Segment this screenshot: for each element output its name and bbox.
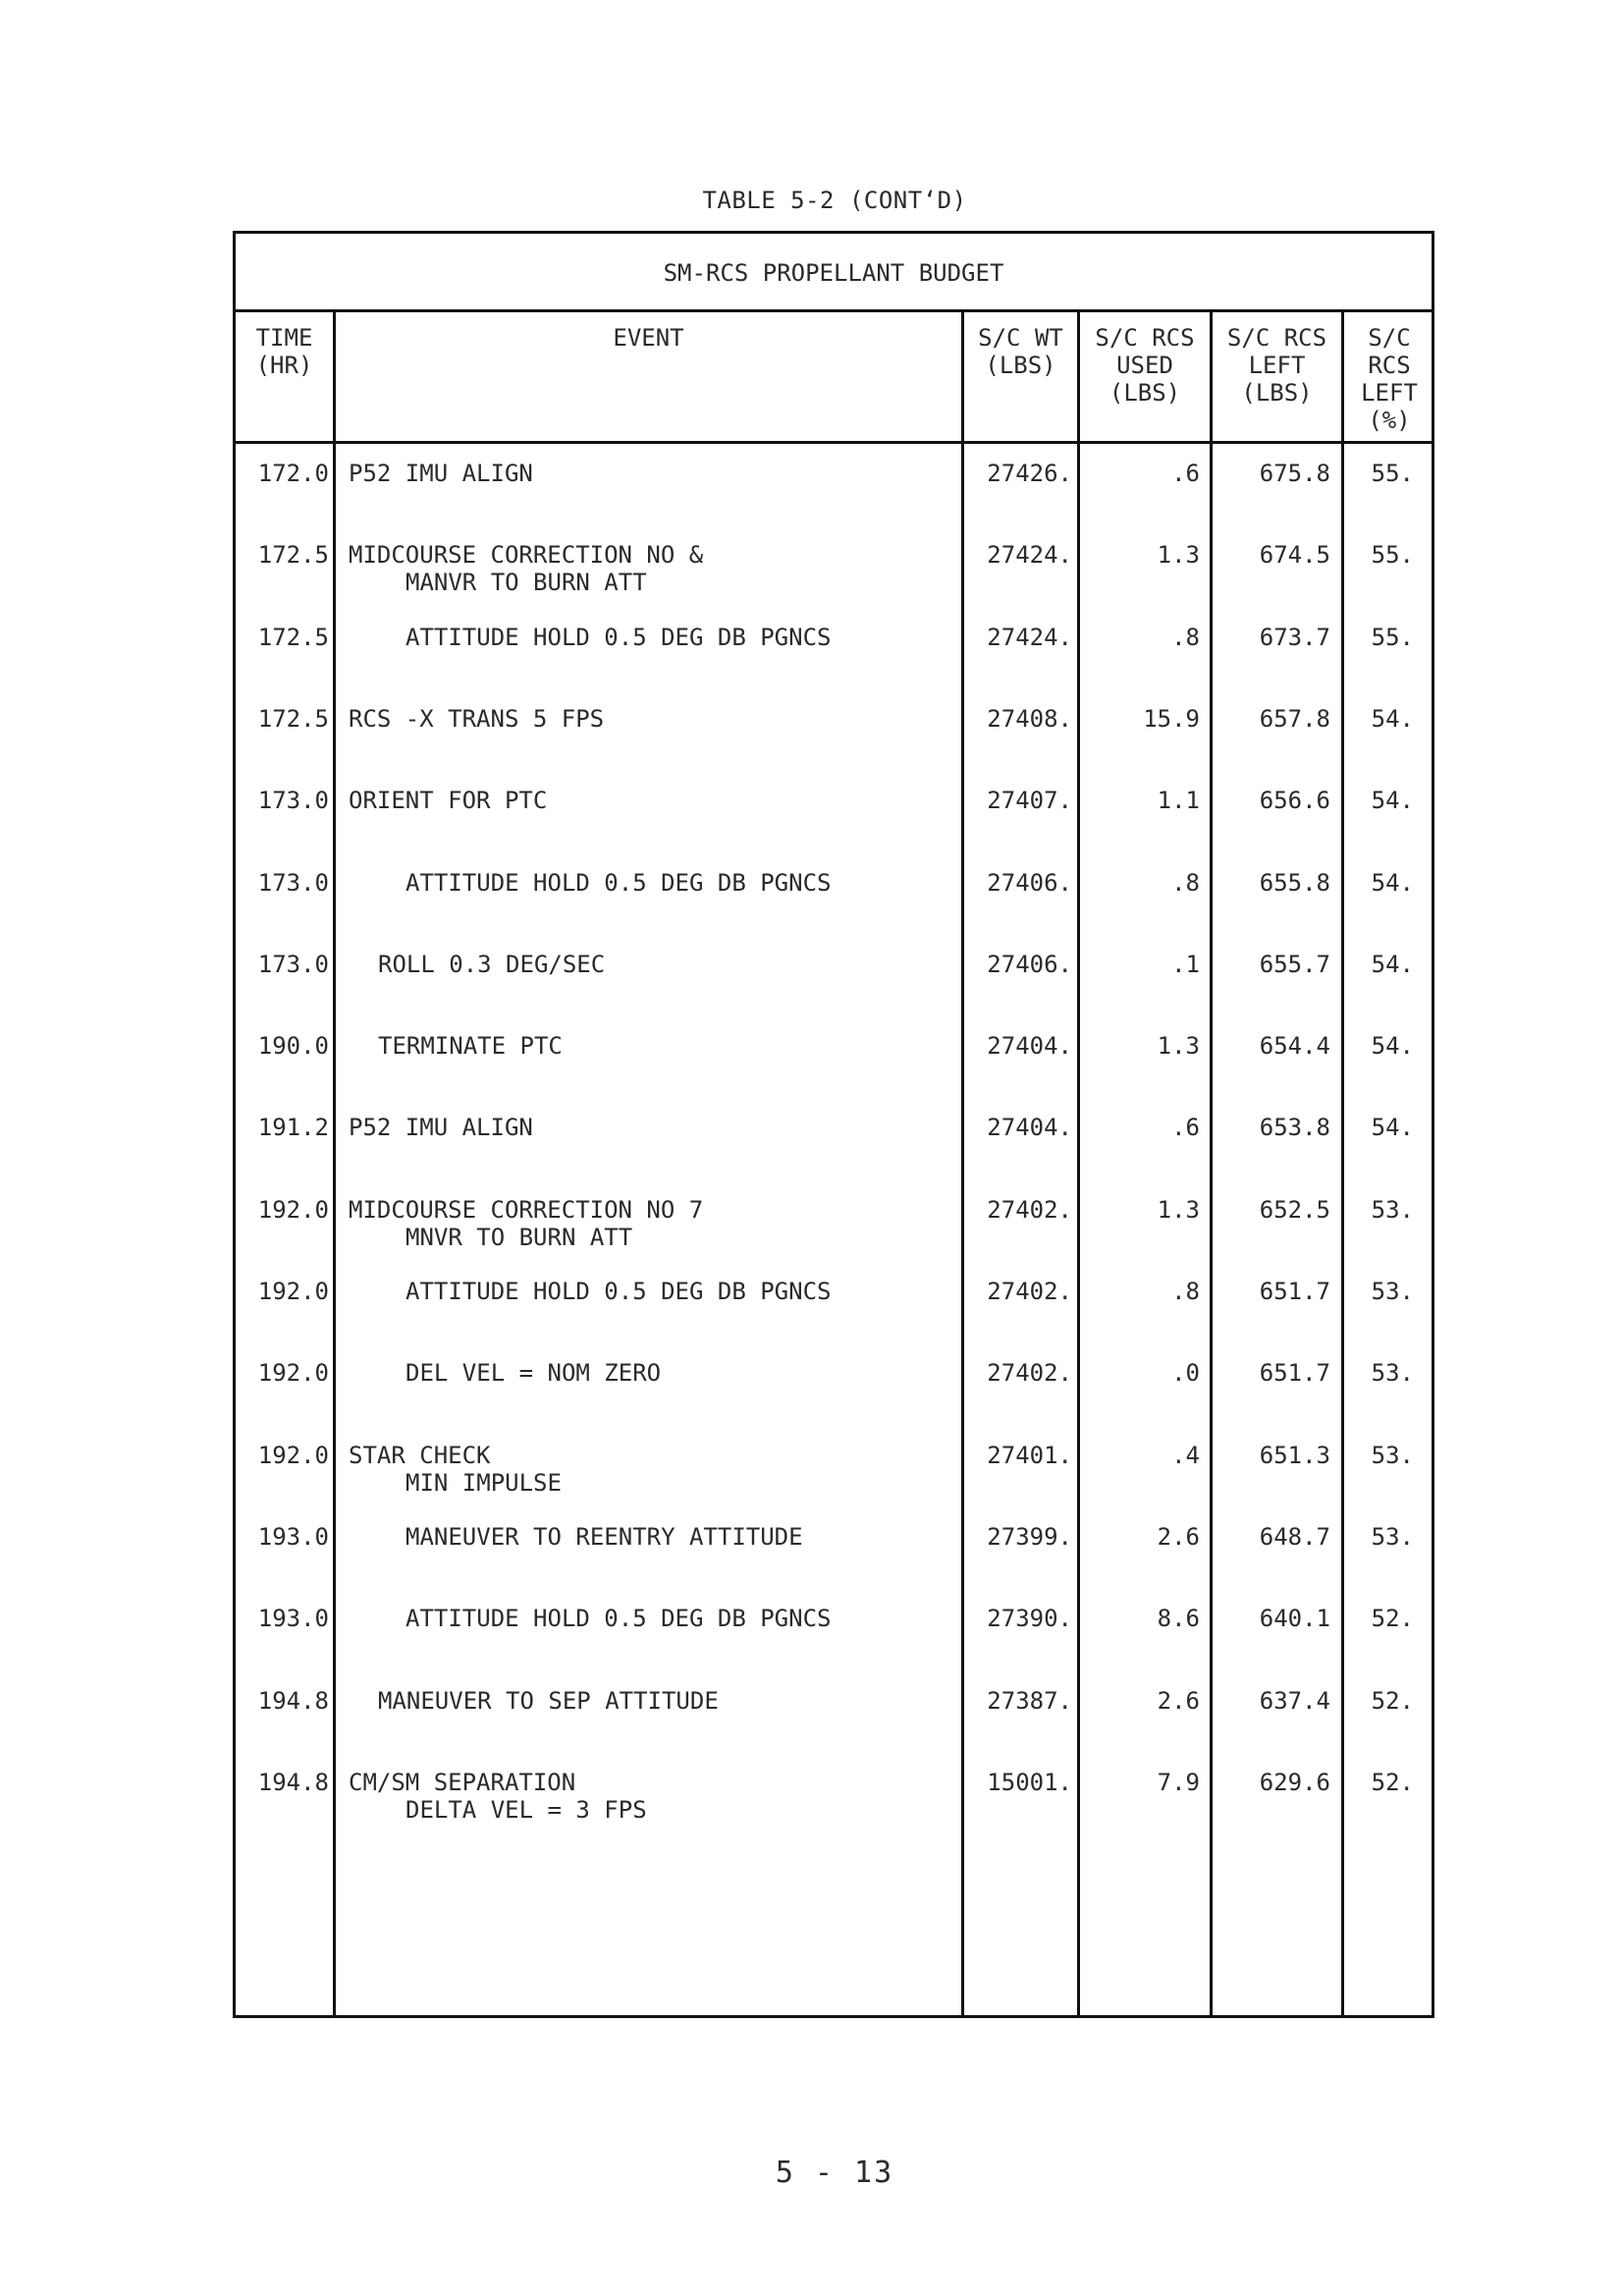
time-cell: 173.0 [257,951,329,978]
sc-wt-cell: 27408. [987,705,1072,733]
event-subtext: DELTA VEL = 3 FPS [406,1796,647,1824]
rcs-used-cell: .8 [1171,624,1200,651]
event-text: TERMINATE PTC [378,1032,563,1060]
rcs-left-pct-cell: 52. [1371,1769,1414,1796]
rcs-left-cell: 655.7 [1259,951,1330,978]
rcs-used-cell: .6 [1171,460,1200,487]
table-caption: TABLE 5-2 (CONT‘D) [702,187,967,214]
rcs-left-cell: 656.6 [1259,787,1330,814]
rcs-left-pct-cell: 54. [1371,787,1414,814]
page-number: 5 - 13 [775,2156,894,2190]
time-cell: 172.5 [257,624,329,651]
event-cell [349,1769,957,1824]
event-subtext: MNVR TO BURN ATT [406,1224,633,1251]
rcs-left-cell: 648.7 [1259,1523,1330,1551]
event-text: ATTITUDE HOLD 0.5 DEG DB PGNCS [406,869,832,897]
event-text: ATTITUDE HOLD 0.5 DEG DB PGNCS [406,1605,832,1632]
rcs-used-cell: .1 [1171,951,1200,978]
time-cell: 191.2 [257,1114,329,1141]
time-cell: 194.8 [257,1687,329,1715]
rcs-used-cell: 1.3 [1157,1032,1200,1060]
event-subtext: MANVR TO BURN ATT [406,569,647,596]
propellant-budget-table [233,231,1434,2018]
time-cell: 172.5 [257,705,329,733]
event-text: MIDCOURSE CORRECTION NO & [349,541,704,569]
event-text: MANEUVER TO SEP ATTITUDE [378,1687,719,1715]
event-cell [349,1687,957,1715]
time-cell: 193.0 [257,1523,329,1551]
event-cell [349,1196,957,1251]
rcs-left-cell: 629.6 [1259,1769,1330,1796]
rcs-left-pct-cell: 53. [1371,1278,1414,1305]
event-cell [349,1605,957,1632]
rcs-left-cell: 651.7 [1259,1359,1330,1387]
time-cell: 193.0 [257,1605,329,1632]
sc-wt-cell: 27406. [987,869,1072,897]
header-event: EVENT [613,324,684,352]
sc-wt-cell: 27390. [987,1605,1072,1632]
sc-wt-cell: 27407. [987,787,1072,814]
header-rcs-left: S/C RCS LEFT (LBS) [1226,324,1327,407]
time-cell: 190.0 [257,1032,329,1060]
event-cell [349,1032,957,1060]
sc-wt-cell: 27402. [987,1196,1072,1224]
event-cell [349,1278,957,1305]
time-cell: 194.8 [257,1769,329,1796]
event-text: RCS -X TRANS 5 FPS [349,705,605,733]
event-text: CM/SM SEPARATION [349,1769,576,1796]
event-cell [349,1442,957,1497]
rcs-used-cell: 1.3 [1157,541,1200,569]
sc-wt-cell: 27426. [987,460,1072,487]
sc-wt-cell: 27387. [987,1687,1072,1715]
rcs-left-cell: 674.5 [1259,541,1330,569]
event-text: ATTITUDE HOLD 0.5 DEG DB PGNCS [406,1278,832,1305]
rcs-left-pct-cell: 54. [1371,869,1414,897]
time-cell: 192.0 [257,1196,329,1224]
header-rcs-used: S/C RCS USED (LBS) [1095,324,1195,407]
event-cell [349,541,957,596]
sc-wt-cell: 15001. [987,1769,1072,1796]
table-title: SM-RCS PROPELLANT BUDGET [236,234,1432,312]
rcs-left-pct-cell: 53. [1371,1523,1414,1551]
rcs-used-cell: 2.6 [1157,1687,1200,1715]
column-divider [333,312,336,2015]
rcs-used-cell: .6 [1171,1114,1200,1141]
rcs-used-cell: 8.6 [1157,1605,1200,1632]
time-cell: 172.5 [257,541,329,569]
rcs-left-cell: 651.7 [1259,1278,1330,1305]
sc-wt-cell: 27401. [987,1442,1072,1469]
event-cell [349,869,957,897]
rcs-left-pct-cell: 54. [1371,951,1414,978]
rcs-used-cell: .4 [1171,1442,1200,1469]
rcs-left-pct-cell: 53. [1371,1359,1414,1387]
rcs-left-pct-cell: 55. [1371,541,1414,569]
event-cell [349,1359,957,1387]
sc-wt-cell: 27404. [987,1032,1072,1060]
event-cell [349,787,957,814]
rcs-left-cell: 675.8 [1259,460,1330,487]
event-cell [349,705,957,733]
event-text: P52 IMU ALIGN [349,1114,533,1141]
event-cell [349,624,957,651]
event-cell [349,1114,957,1141]
rcs-left-pct-cell: 54. [1371,705,1414,733]
rcs-used-cell: 7.9 [1157,1769,1200,1796]
event-text: MANEUVER TO REENTRY ATTITUDE [406,1523,803,1551]
rcs-used-cell: .8 [1171,869,1200,897]
rcs-left-pct-cell: 55. [1371,624,1414,651]
rcs-left-cell: 640.1 [1259,1605,1330,1632]
sc-wt-cell: 27424. [987,624,1072,651]
rcs-left-pct-cell: 54. [1371,1114,1414,1141]
rcs-left-pct-cell: 52. [1371,1605,1414,1632]
sc-wt-cell: 27402. [987,1278,1072,1305]
time-cell: 173.0 [257,787,329,814]
rcs-used-cell: 15.9 [1143,705,1200,733]
rcs-left-cell: 651.3 [1259,1442,1330,1469]
time-cell: 173.0 [257,869,329,897]
event-text: DEL VEL = NOM ZERO [406,1359,662,1387]
rcs-used-cell: .8 [1171,1278,1200,1305]
time-cell: 192.0 [257,1442,329,1469]
rcs-left-cell: 653.8 [1259,1114,1330,1141]
header-rcs-left-pct: S/C RCS LEFT (%) [1361,324,1418,434]
rcs-left-pct-cell: 52. [1371,1687,1414,1715]
rcs-used-cell: 2.6 [1157,1523,1200,1551]
sc-wt-cell: 27404. [987,1114,1072,1141]
rcs-left-pct-cell: 54. [1371,1032,1414,1060]
sc-wt-cell: 27424. [987,541,1072,569]
rcs-used-cell: 1.3 [1157,1196,1200,1224]
event-text: ATTITUDE HOLD 0.5 DEG DB PGNCS [406,624,832,651]
header-divider [236,441,1432,444]
rcs-left-cell: 637.4 [1259,1687,1330,1715]
sc-wt-cell: 27402. [987,1359,1072,1387]
event-text: P52 IMU ALIGN [349,460,533,487]
event-text: MIDCOURSE CORRECTION NO 7 [349,1196,704,1224]
event-text: ROLL 0.3 DEG/SEC [378,951,606,978]
column-divider [1341,312,1344,2015]
time-cell: 192.0 [257,1359,329,1387]
rcs-used-cell: 1.1 [1157,787,1200,814]
event-subtext: MIN IMPULSE [406,1469,562,1497]
sc-wt-cell: 27406. [987,951,1072,978]
event-text: STAR CHECK [349,1442,491,1469]
event-cell [349,951,957,978]
rcs-left-cell: 654.4 [1259,1032,1330,1060]
time-cell: 172.0 [257,460,329,487]
time-cell: 192.0 [257,1278,329,1305]
header-sc-wt: S/C WT (LBS) [978,324,1063,379]
sc-wt-cell: 27399. [987,1523,1072,1551]
rcs-left-cell: 655.8 [1259,869,1330,897]
event-cell [349,460,957,487]
event-text: ORIENT FOR PTC [349,787,548,814]
rcs-used-cell: .0 [1171,1359,1200,1387]
rcs-left-pct-cell: 55. [1371,460,1414,487]
header-time: TIME (HR) [255,324,313,379]
rcs-left-pct-cell: 53. [1371,1196,1414,1224]
rcs-left-cell: 657.8 [1259,705,1330,733]
rcs-left-pct-cell: 53. [1371,1442,1414,1469]
rcs-left-cell: 673.7 [1259,624,1330,651]
event-cell [349,1523,957,1551]
rcs-left-cell: 652.5 [1259,1196,1330,1224]
